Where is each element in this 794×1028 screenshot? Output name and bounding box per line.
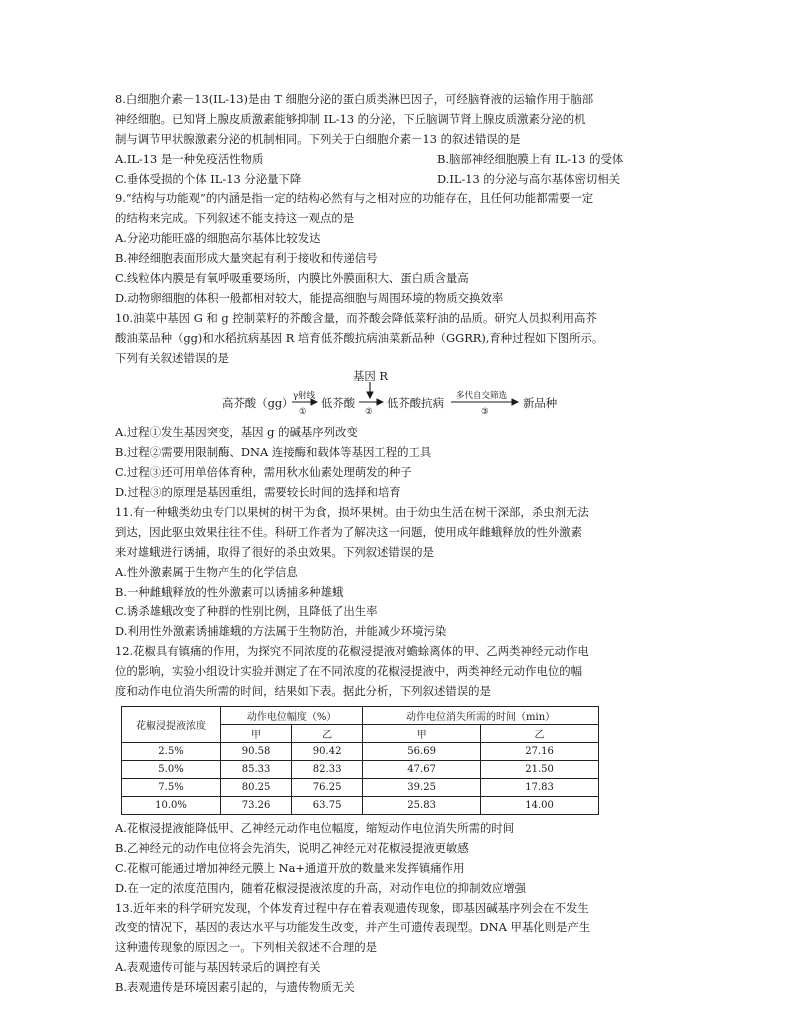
node-low-erucic: 低芥酸	[321, 396, 356, 411]
q11-stem-line: 到达，因此驱虫效果往往不佳。科研工作者为了解决这一问题，使用成年雌蛾释放的性外激素	[115, 524, 583, 539]
q8-options-row	[115, 150, 690, 170]
question-9	[115, 189, 690, 308]
label-step-1: ①	[299, 407, 307, 418]
q13-stem-line: 13.近年来的科学研究发现，个体发育过程中存在着表观遗传现象，即基因碱基序列会在不发生	[115, 900, 589, 915]
cell-time-yi: 27.16	[481, 742, 599, 760]
q9-option-c: C.线粒体内膜是有氧呼吸重要场所，内膜比外膜面积大、蛋白质含量高	[115, 271, 469, 286]
label-gene-r: 基因 R	[353, 369, 388, 384]
q12-stem-line: 位的影响，实验小组设计实验并测定了在不同浓度的花椒浸提液中，两类神经元动作电位的幅	[115, 664, 583, 679]
q12-option-d: D.在一定的浓度范围内，随着花椒浸提液浓度的升高，对动作电位的抑制效应增强	[115, 880, 527, 895]
q10-stem-line: 酸油菜品种（gg)和水稻抗病基因 R 培育低芥酸抗病油菜新品种（GGRR),育种过程如下图所示。	[115, 330, 604, 345]
q10-option-a: A.过程①发生基因突变，基因 g 的碱基序列改变	[115, 425, 358, 440]
cell-amp-jia: 73.26	[221, 796, 292, 814]
q13-option-b: B.表观遗传是环境因素引起的，与遗传物质无关	[115, 980, 355, 995]
label-step-3: ③	[481, 407, 489, 418]
cell-concentration: 7.5%	[122, 778, 221, 796]
label-gamma-ray: γ射线	[293, 391, 316, 402]
question-8	[115, 90, 690, 189]
q8-option-d: D.IL-13 的分泌与高尔基体密切相关	[437, 171, 621, 186]
q9-stem-line: 9.“结构与功能观”的内涵是指一定的结构必然有与之相对应的功能存在，且任何功能都需要一定	[115, 191, 594, 206]
cell-time-jia: 47.67	[363, 760, 481, 778]
question-12	[115, 642, 690, 898]
cell-amp-yi: 82.33	[292, 760, 363, 778]
table-row	[122, 760, 599, 778]
cell-amp-jia: 80.25	[221, 778, 292, 796]
breeding-flow-diagram	[115, 369, 690, 423]
q8-stem-line: 神经细胞。已知肾上腺皮质激素能够抑制 IL-13 的分泌，下丘脑调节肾上腺皮质激素分泌的机	[115, 111, 586, 126]
cell-time-jia: 25.83	[363, 796, 481, 814]
node-low-erucic-resistant: 低芥酸抗病	[387, 396, 444, 411]
cell-amp-jia: 85.33	[221, 760, 292, 778]
label-selfing-selection: 多代自交筛选	[456, 391, 508, 402]
cell-amp-yi: 76.25	[292, 778, 363, 796]
q9-option-b: B.神经细胞表面形成大量突起有利于接收和传递信号	[115, 251, 378, 266]
q11-stem-line: 11.有一种蛾类幼虫专门以果树的树干为食，损坏果树。由于幼虫生活在树干深部，杀虫剂无法	[115, 505, 589, 520]
cell-concentration: 5.0%	[122, 760, 221, 778]
q10-option-d: D.过程③的原理是基因重组，需要较长时间的选择和培育	[115, 485, 401, 500]
q9-option-a: A.分泌功能旺盛的细胞高尔基体比较发达	[115, 231, 321, 246]
q8-stem-line: 8.白细胞介素－13(IL-13)是由 T 细胞分泌的蛋白质类淋巴因子，可经脑脊液的运输作用于脑部	[115, 92, 594, 106]
cell-time-jia: 56.69	[363, 742, 481, 760]
subheader-jia: 甲	[221, 724, 292, 742]
node-high-erucic: 高芥酸（gg）	[222, 396, 294, 411]
q12-stem-line: 度和动作电位消失所需的时间，结果如下表。据此分析，下列叙述错误的是	[115, 684, 491, 699]
q11-option-b: B.一种雌蛾释放的性外激素可以诱捕多种雄蛾	[115, 584, 344, 599]
q8-option-a: A.IL-13 是一种免疫活性物质	[115, 151, 264, 166]
cell-time-jia: 39.25	[363, 778, 481, 796]
q8-option-b: B.脑部神经细胞膜上有 IL-13 的受体	[437, 151, 624, 166]
q11-option-a: A.性外激素属于生物产生的化学信息	[115, 564, 298, 579]
cell-amp-yi: 63.75	[292, 796, 363, 814]
question-10	[115, 309, 690, 503]
q8-options-row	[115, 170, 690, 190]
table-header-row	[122, 706, 599, 724]
q8-option-c: C.垂体受损的个体 IL-13 分泌量下降	[115, 171, 302, 186]
question-13	[115, 899, 690, 998]
subheader-yi: 乙	[292, 724, 363, 742]
q11-option-c: C.诱杀雄蛾改变了种群的性别比例，且降低了出生率	[115, 604, 378, 619]
subheader-jia: 甲	[363, 724, 481, 742]
q12-option-b: B.乙神经元的动作电位将会先消失，说明乙神经元对花椒浸提液更敏感	[115, 840, 469, 855]
q13-stem-line: 这种遗传现象的原因之一。下列相关叙述不合理的是	[115, 940, 377, 955]
results-table	[121, 706, 599, 815]
table-row	[122, 778, 599, 796]
q11-option-d: D.利用性外激素诱捕雄蛾的方法属于生物防治，并能减少环境污染	[115, 624, 447, 639]
node-new-variety: 新品种	[523, 396, 558, 411]
cell-concentration: 10.0%	[122, 796, 221, 814]
q10-stem-line: 下列有关叙述错误的是	[115, 350, 229, 365]
q8-stem-line: 制与调节甲状腺激素分泌的机制相同。下列关于白细胞介素－13 的叙述错误的是	[115, 131, 521, 146]
q10-option-c: C.过程③还可用单倍体育种，需用秋水仙素处理萌发的种子	[115, 465, 412, 480]
header-time: 动作电位消失所需的时间（min）	[363, 706, 599, 724]
table-row	[122, 742, 599, 760]
cell-time-yi: 14.00	[481, 796, 599, 814]
table-row	[122, 796, 599, 814]
q12-stem-line: 12.花椒具有镇痛的作用，为探究不同浓度的花椒浸提液对蟾蜍离体的甲、乙两类神经元动作电	[115, 644, 589, 659]
label-step-2: ②	[365, 407, 373, 418]
cell-time-yi: 21.50	[481, 760, 599, 778]
cell-amp-yi: 90.42	[292, 742, 363, 760]
q12-option-a: A.花椒浸提液能降低甲、乙神经元动作电位幅度，缩短动作电位消失所需的时间	[115, 820, 515, 835]
q9-option-d: D.动物卵细胞的体积一般都相对较大，能提高细胞与周围环境的物质交换效率	[115, 290, 504, 305]
exam-page	[115, 90, 690, 998]
q9-stem-line: 的结构来完成。下列叙述不能支持这一观点的是	[115, 211, 355, 226]
q10-option-b: B.过程②需要用限制酶、DNA 连接酶和载体等基因工程的工具	[115, 445, 432, 460]
q10-stem-line: 10.油菜中基因 G 和 g 控制菜籽的芥酸含量，而芥酸会降低菜籽油的品质。研究人员拟利用高芥	[115, 310, 597, 325]
q13-option-a: A.表观遗传可能与基因转录后的调控有关	[115, 960, 321, 975]
q12-option-c: C.花椒可能通过增加神经元膜上 Na+通道开放的数量来发挥镇痛作用	[115, 860, 465, 875]
subheader-yi: 乙	[481, 724, 599, 742]
question-11	[115, 503, 690, 642]
cell-time-yi: 17.83	[481, 778, 599, 796]
header-amplitude: 动作电位幅度（%）	[221, 706, 363, 724]
q11-stem-line: 来对雄蛾进行诱捕，取得了很好的杀虫效果。下列叙述错误的是	[115, 544, 434, 559]
header-concentration: 花椒浸提液浓度	[122, 706, 221, 742]
q13-stem-line: 改变的情况下，基因的表达水平与功能发生改变，并产生可遗传表现型。DNA 甲基化则是产生	[115, 920, 591, 935]
cell-amp-jia: 90.58	[221, 742, 292, 760]
cell-concentration: 2.5%	[122, 742, 221, 760]
